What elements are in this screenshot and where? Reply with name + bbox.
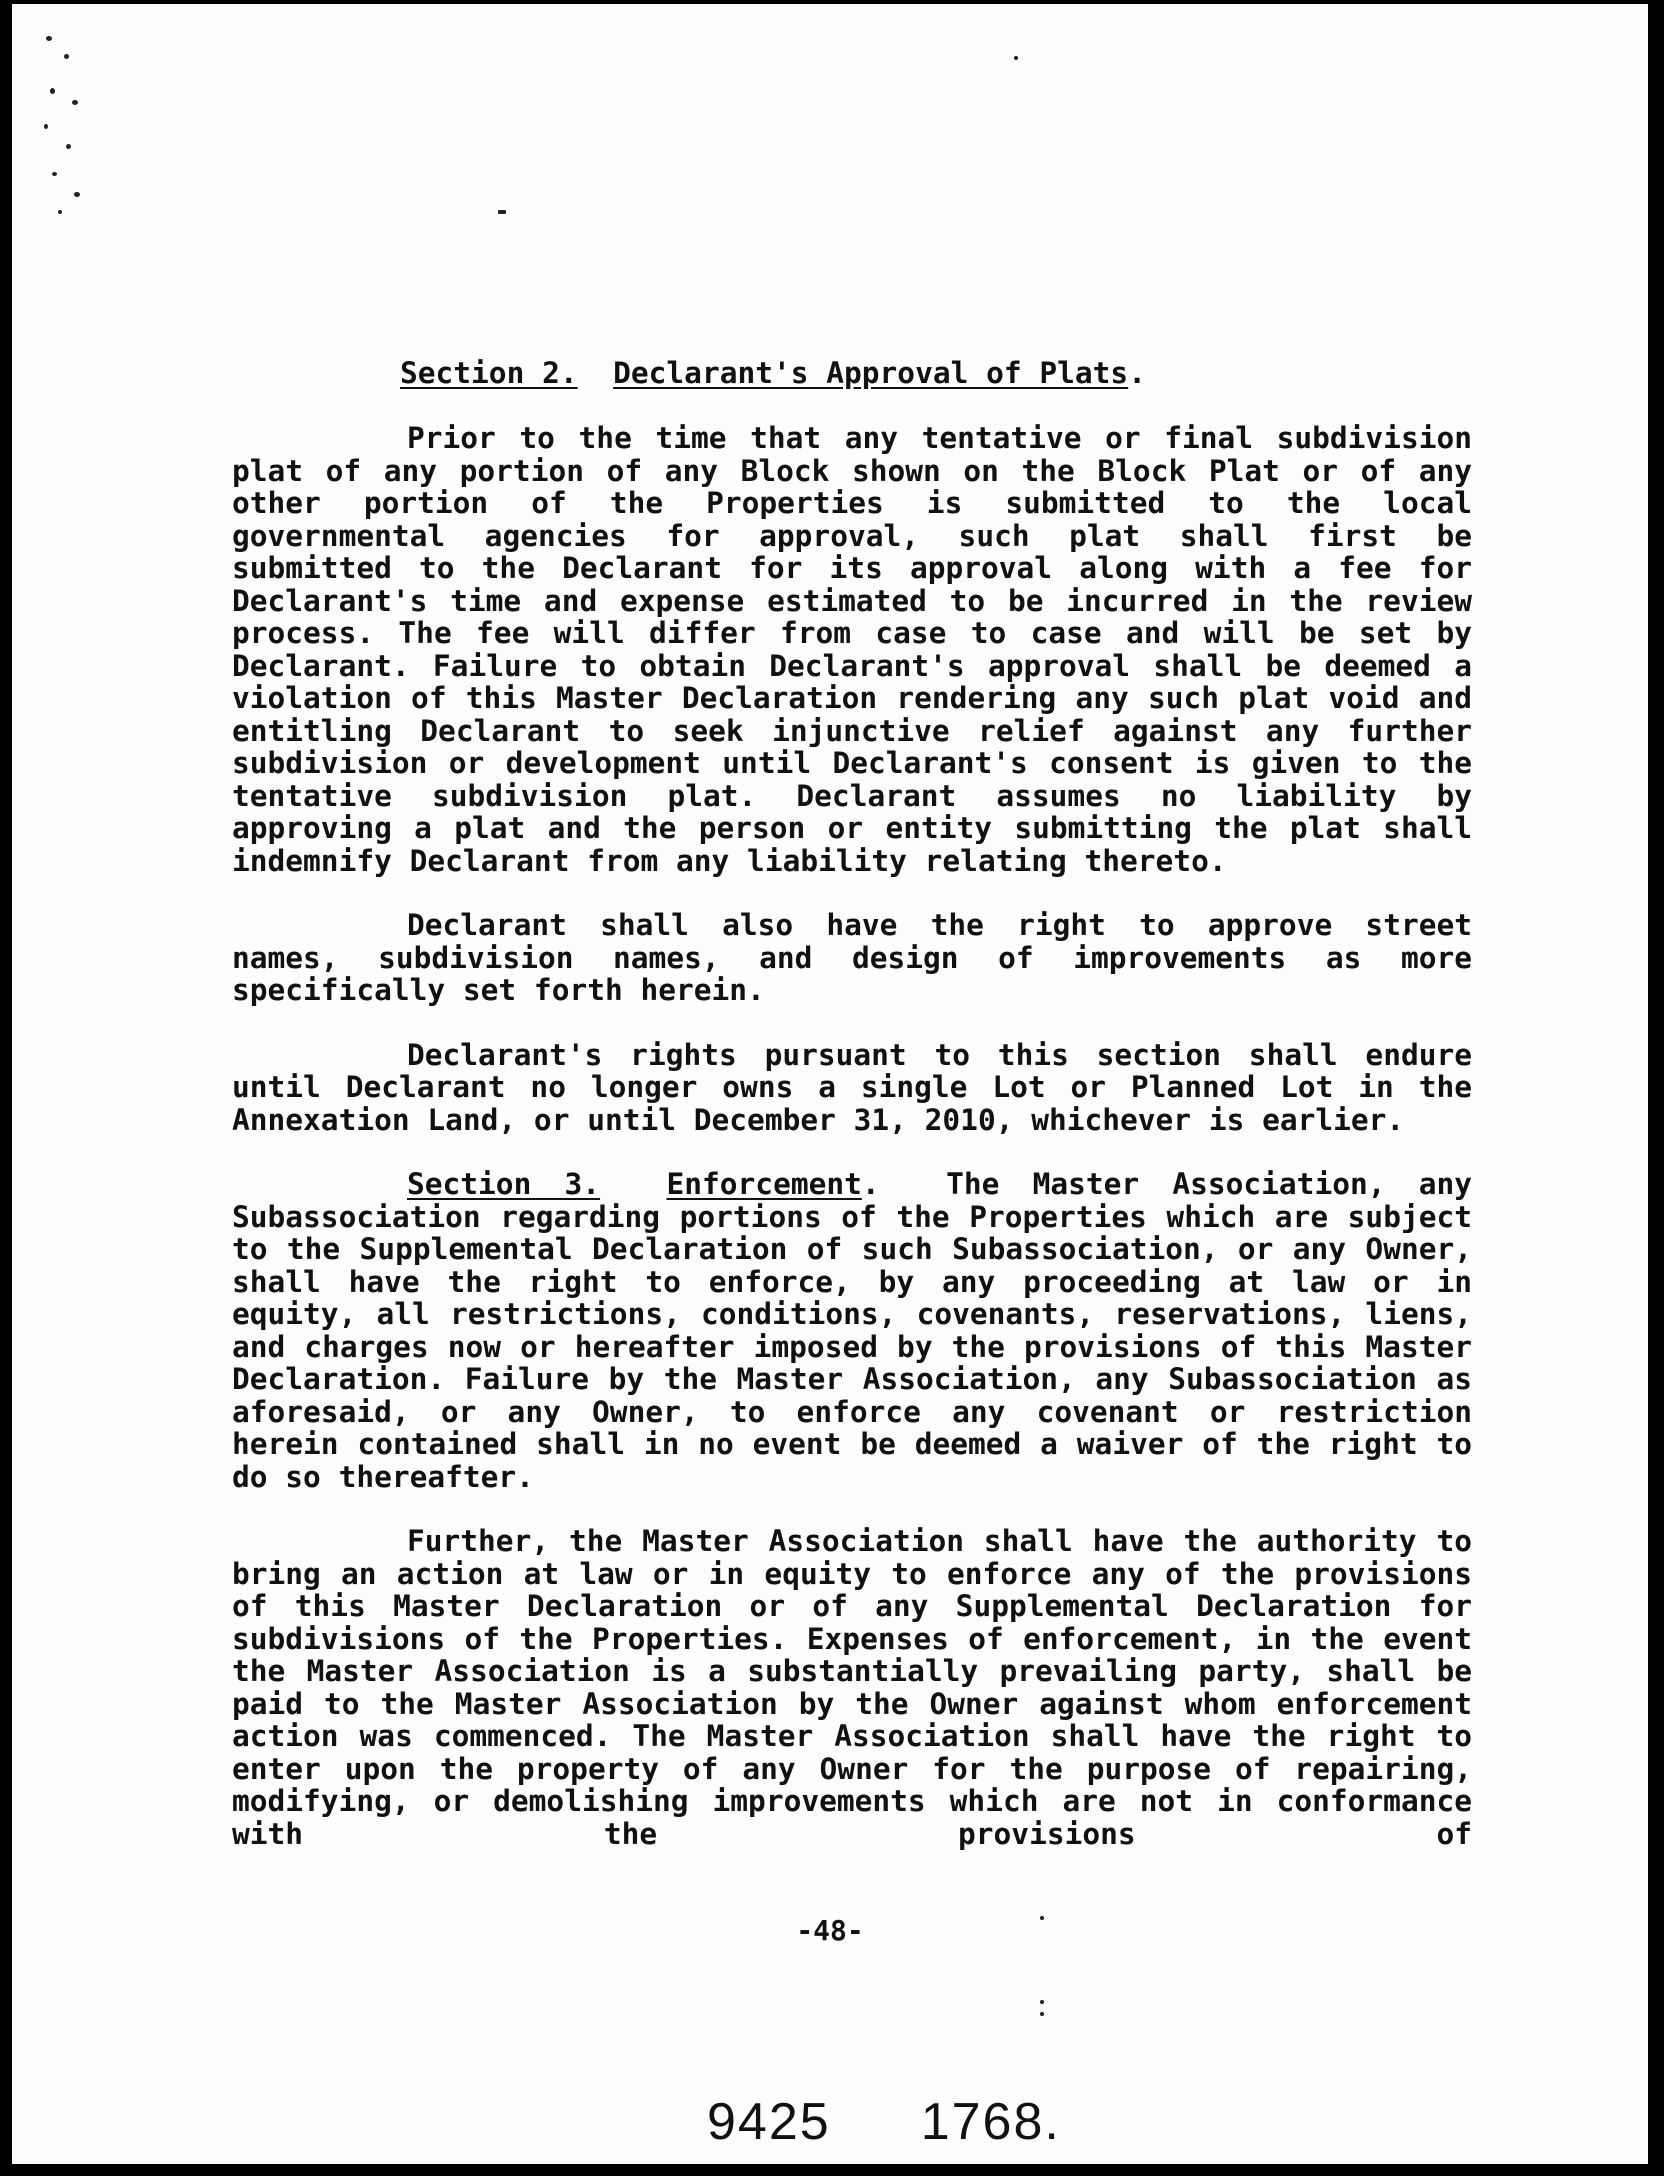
section-3-paragraph-2: Further, the Master Association shall have the authority to bring an action at law or in equity to enforce any of the provisions of this Master Declaration or of any Supplemental Declaration for subdivisions of the Properties. Expenses of enforcement, in the event the Master Association is a substantially prevailing party, shall be paid to the Master Association by the Owner against whom enforcement action was commenced. The Master Association shall have the right to enter upon the property of any Owner for the purpose of repairing, modifying, or demolishing improvements which are not in conformance with the provisions of: [232, 1524, 1472, 1851]
scan-speck: [50, 88, 55, 94]
section-2-title: Declarant's Approval of Plats: [613, 356, 1129, 390]
scan-speck: [72, 100, 78, 105]
stamp-number-right: 1768.: [920, 2093, 1061, 2151]
page-number: -48-: [796, 1914, 864, 1947]
stamp-number-left: 9425: [707, 2093, 831, 2151]
section-3-title: Enforcement: [666, 1167, 862, 1201]
section-2-label: Section 2.: [400, 356, 578, 390]
document-stamp-number: [707, 2092, 1061, 2152]
scan-speck: [64, 54, 69, 59]
section-2-paragraph-1: Prior to the time that any tentative or final subdivision plat of any portion of any Block shown on the Block Plat or of any other portion of the Properties is submitted to the local governmental agencies for approval, such plat shall first be submitted to the Declarant for its approval along with a fee for Declarant's time and expense estimated to be incurred in the review process. The fee will differ from case to case and will be set by Declarant. Failure to obtain Declarant's approval shall be deemed a violation of this Master Declaration rendering any such plat void and entitling Declarant to seek injunctive relief against any further subdivision or development until Declarant's consent is given to the tentative subdivision plat. Declarant assumes no liability by approving a plat and the person or entity submitting the plat shall indemnify Declarant from any liability relating thereto.: [232, 421, 1472, 878]
scan-speck: [52, 172, 57, 176]
scan-speck: [498, 210, 506, 214]
scan-speck: [1014, 56, 1018, 60]
scan-speck: [58, 210, 62, 214]
document-page: [12, 4, 1648, 2164]
scan-speck: [66, 144, 71, 149]
section-3-lead-text: The Master Association, any Subassociation regarding portions of the Properties which are subject to the Supplemental Declaration of such Subassociation, or any Owner, shall have the right to enforce, by any proceeding at law or in equity, all restrictions, conditions, covenants, reservations, liens, and charges now or hereafter imposed by the provisions of this Master Declaration. Failure by the Master Association, any Subassociation as aforesaid, or any Owner, to enforce any covenant or restriction herein contained shall in no event be deemed a waiver of the right to do so thereafter.: [232, 1167, 1472, 1494]
section-2-heading: Section 2. Declarant's Approval of Plats.: [400, 356, 1146, 390]
scan-speck: [74, 192, 80, 197]
scan-speck: [1040, 2000, 1044, 2004]
document-body: [232, 422, 1472, 1850]
section-2-paragraph-3: Declarant's rights pursuant to this section shall endure until Declarant no longer owns a single Lot or Planned Lot in the Annexation Land, or until December 31, 2010, whichever is earlier.: [232, 1037, 1472, 1137]
scan-speck: [46, 36, 52, 41]
scan-speck: [44, 124, 48, 129]
section-2-paragraph-2: Declarant shall also have the right to approve street names, subdivision names, and design of improvements as more specifically set forth herein.: [232, 908, 1472, 1007]
section-3-label: Section 3.: [407, 1167, 601, 1201]
scan-speck: [1040, 2012, 1044, 2016]
section-3-paragraph-1: Section 3. Enforcement. The Master Association, any Subassociation regarding portions of the Properties which are subject to the Supplemental Declaration of such Subassociation, or any Owner, shall have the right to enforce, by any proceeding at law or in equity, all restrictions, conditions, covenants, reservations, liens, and charges now or hereafter imposed by the provisions of this Master Declaration. Failure by the Master Association, any Subassociation as aforesaid, or any Owner, to enforce any covenant or restriction herein contained shall in no event be deemed a waiver of the right to do so thereafter.: [232, 1167, 1472, 1494]
